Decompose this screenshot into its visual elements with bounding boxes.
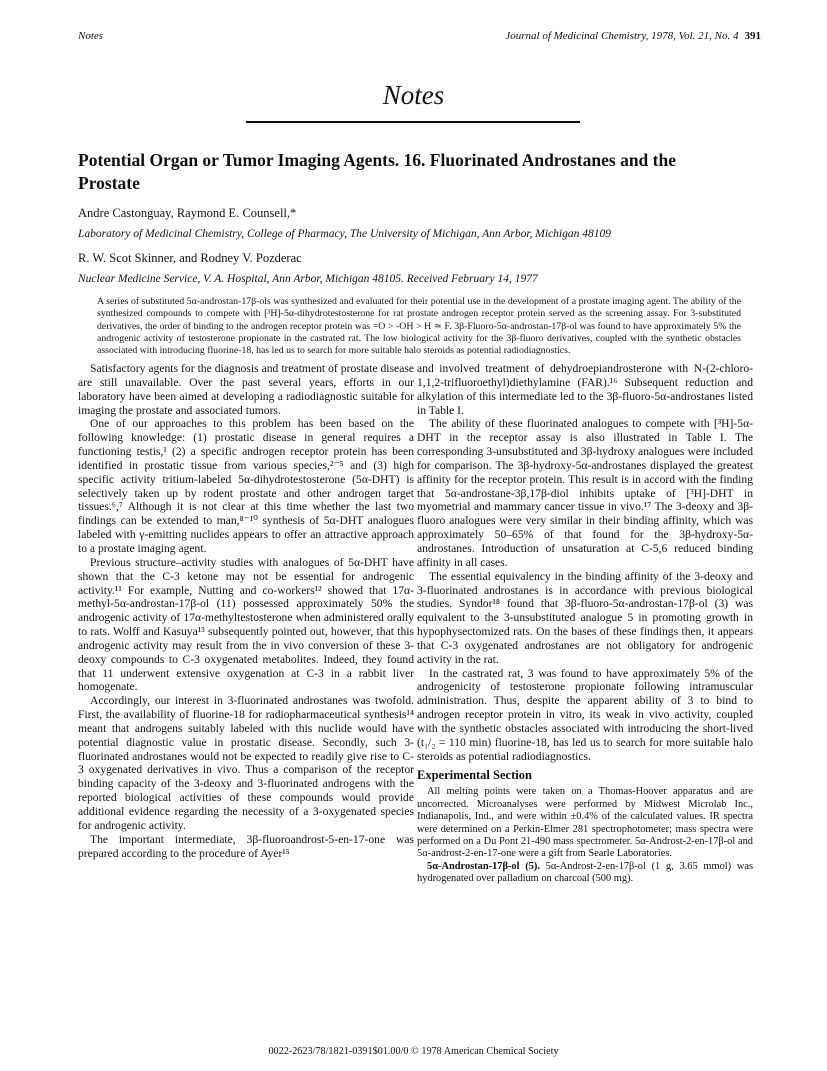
body-paragraph: Satisfactory agents for the diagnosis and treatment of prostate disease are still unavailable. Over the past several years, efforts in our laboratory have been aimed at developing a radiodiagnostic suitable for imaging the prostate and associated tumors.	[78, 362, 414, 417]
body-column-right	[417, 362, 753, 886]
affiliation-1: Laboratory of Medicinal Chemistry, College of Pharmacy, The University of Michigan, Ann Arbor, Michigan 48109	[78, 228, 612, 240]
journal-citation: Journal of Medicinal Chemistry, 1978, Vol. 21, No. 4	[505, 30, 739, 42]
running-head	[78, 30, 761, 46]
abstract: A series of substituted 5α-androstan-17β-ols was synthesized and evaluated for their potential use in the development of a prostate imaging agent. The ability of the synthesized compounds to compete with [³H]-5α-dihydrotestosterone for rat prostate androgen receptor protein served as the screening assay. For 3-substituted derivatives, the order of binding to the androgen receptor protein was =O > -OH > H ≃ F. 3β-Fluoro-5α-androstan-17β-ol was found to have approximately 5% the androgenic activity of testosterone propionate in the castrated rat. The low biological activity for the 3β-fluoro derivatives, coupled with the synthetic obstacles associated with introducing fluorine-18, has led us to search for more suitable halo steroids as potential radiodiagnostics.	[97, 296, 741, 357]
body-paragraph: Previous structure–activity studies with analogues of 5α-DHT have shown that the C-3 ketone may not be essential for androgenic activity.¹¹ For example, Nutting and co-workers¹² showed that 17α-methyl-5α-androstan-17β-ol (11) possessed approximately 50% the androgenic activity of 17α-methyltestosterone when administered orally to rats. Wolff and Kasuya¹³ subsequently pointed out, however, that this androgenic activity may result from the in vivo conversion of these 3-deoxy compounds to C-3 oxygenated metabolites. Indeed, they found that 11 underwent extensive oxygenation at C-3 in a rabbit liver homogenate.	[78, 555, 414, 694]
authors-group-1: Andre Castonguay, Raymond E. Counsell,*	[78, 206, 297, 220]
experimental-paragraph-compound	[417, 861, 753, 886]
experimental-section	[417, 786, 753, 885]
running-head-journal	[505, 30, 761, 42]
experimental-paragraph: All melting points were taken on a Thomas-Hoover apparatus and are uncorrected. Microanalyses were performed by Midwest Microlab Inc., Indianapolis, Ind., and were within ±0.4% of the calculated values. IR spectra were determined on a Perkin-Elmer 281 spectrophotometer; mass spectra were performed on a Du Pont 21-490 mass spectrometer. 5α-Androst-2-en-17β-ol and 5α-androst-2-en-17-one were a gift from Searle Laboratories.	[417, 786, 753, 860]
page-number: 391	[744, 30, 761, 42]
body-paragraph: The ability of these fluorinated analogues to compete with [³H]-5α-DHT in the receptor assay is also illustrated in Table I. The corresponding 3-unsubstituted and 3β-hydroxy analogues were included for comparison. The 3β-hydroxy-5α-androstanes displayed the greatest affinity for the receptor protein. This result is in accord with the finding that 5α-androstane-3β,17β-diol inhibits uptake of [³H]-DHT in myometrial and mammary cancer tissue in vivo.¹⁷ The 3-deoxy and 3β-fluoro analogues were very similar in their binding affinity, which was approximately 50–65% of that found for the 3β-hydroxy-5α-androstanes. Introduction of unsaturation at C-5,6 reduced binding affinity in all cases.	[417, 417, 753, 569]
compound-procedure: 5α-Androst-2-en-17β-ol (1 g, 3.65 mmol) was hydrogenated over palladium on charcoal (500 mg).	[417, 860, 753, 885]
running-head-section: Notes	[78, 30, 104, 42]
affiliation-2: Nuclear Medicine Service, V. A. Hospital, Ann Arbor, Michigan 48105. Received February 14, 1977	[78, 273, 538, 285]
section-divider	[246, 121, 580, 123]
compound-label: 5α-Androstan-17β-ol (5).	[427, 860, 540, 872]
copyright-footer: 0022-2623/78/1821-0391$01.00/0 © 1978 American Chemical Society	[268, 1046, 559, 1057]
body-paragraph: One of our approaches to this problem has been based on the following knowledge: (1) prostatic disease in general requires a functioning testis,¹ (2) a specific androgen receptor protein has been identified in prostatic tissue from various species,²⁻⁵ and (3) high specific activity tritium-labeled 5α-dihydrotestosterone (5α-DHT) is selectively taken up by rodent prostate and other androgen target tissues.⁶,⁷ Although it is not clear at this time whether the last two findings can be extended to man,⁸⁻¹⁰ synthesis of 5α-DHT analogues labeled with γ-emitting nuclides appears to offer an attractive approach to a prostate imaging agent.	[78, 417, 414, 555]
body-paragraph: Accordingly, our interest in 3-fluorinated androstanes was twofold. First, the availability of fluorine-18 for radiopharmaceutical synthesis¹⁴ meant that androgens suitably labeled with this nuclide would have potential diagnostic value in prostatic disease. Secondly, such 3-fluorinated androstanes would not be expected to readily give rise to C-3 oxygenated derivatives in vivo. Thus a comparison of the receptor binding capacity of the 3-deoxy and 3-fluorinated androgens with the reported biological activities of these compounds would provide additional evidence regarding the necessity of a 3-oxygenated species for androgenic activity.	[78, 694, 414, 832]
body-paragraph: In the castrated rat, 3 was found to have approximately 5% of the androgenicity of testosterone propionate following intramuscular administration. Thus, despite the apparent ability of 3 to bind to androgen receptor protein in vitro, its weak in vivo activity, coupled with the synthetic obstacles associated with introducing the short-lived (t₁/₂ = 110 min) fluorine-18, has led us to search for more suitable halo steroids as potential radiodiagnostics.	[417, 666, 753, 763]
section-title: Notes	[382, 80, 445, 110]
body-paragraph: and involved treatment of dehydroepiandrosterone with N-(2-chloro-1,1,2-trifluoroethyl)diethylamine (FAR).¹⁶ Subsequent reduction and alkylation of this intermediate led to the 3β-fluoro-5α-androstanes listed in Table I.	[417, 362, 753, 417]
article-title: Potential Organ or Tumor Imaging Agents. 16. Fluorinated Androstanes and the Prostate	[78, 150, 676, 193]
body-paragraph: The essential equivalency in the binding affinity of the 3-deoxy and 3-fluorinated androstanes is in accordance with previous biological studies. Syndor¹⁸ found that 3β-fluoro-5α-androstan-17β-ol (3) was equivalent to the 3-unsubstituted analogue 5 in promoting growth in hypophysectomized rats. On the bases of these findings then, it appears that C-3 oxygenated androstanes are not obligatory for androgenic activity in the rat.	[417, 569, 753, 666]
body-paragraph: The important intermediate, 3β-fluoroandrost-5-en-17-one was prepared according to the procedure of Ayer¹⁵	[78, 832, 414, 860]
experimental-heading: Experimental Section	[417, 768, 532, 783]
body-column-left	[78, 362, 414, 860]
authors-group-2: R. W. Scot Skinner, and Rodney V. Pozderac	[78, 251, 302, 265]
